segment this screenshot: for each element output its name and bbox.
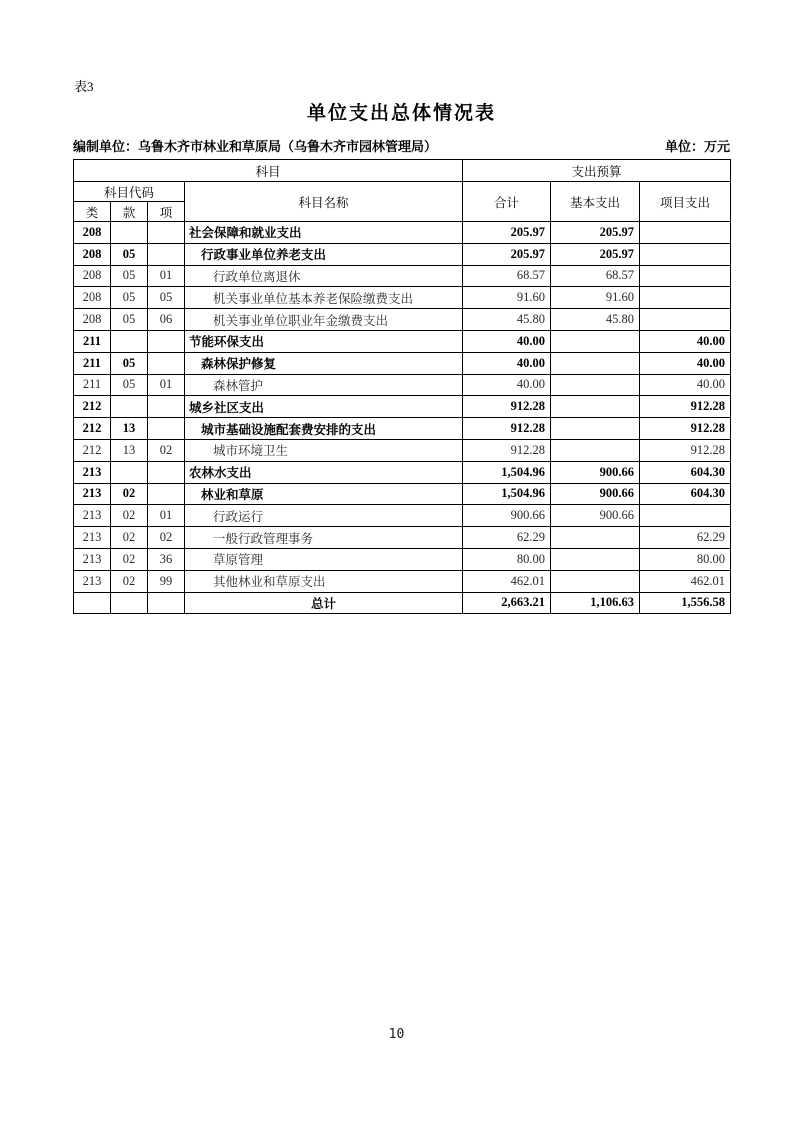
cell-name: 草原管理 (185, 548, 463, 570)
page-number: 10 (388, 1027, 405, 1042)
table-row (74, 418, 731, 440)
cell-total: 900.66 (463, 505, 551, 527)
cell-basic (551, 548, 640, 570)
cell-cls: 213 (74, 548, 111, 570)
cell-itm: 01 (148, 374, 185, 396)
header-subject: 科目 (74, 160, 463, 182)
cell-project: 604.30 (640, 483, 731, 505)
cell-basic (551, 374, 640, 396)
header-project-expenditure: 项目支出 (640, 182, 731, 222)
cell-sec: 02 (111, 527, 148, 549)
cell-project (640, 222, 731, 244)
cell-total: 40.00 (463, 330, 551, 352)
cell-project (640, 265, 731, 287)
table-row (74, 352, 731, 374)
cell-project (640, 287, 731, 309)
table-row (74, 505, 731, 527)
header-class: 类 (74, 202, 111, 222)
cell-sec: 05 (111, 265, 148, 287)
cell-basic: 205.97 (551, 222, 640, 244)
cell-name: 城市基础设施配套费安排的支出 (185, 418, 463, 440)
cell-total: 40.00 (463, 374, 551, 396)
cell-basic (551, 396, 640, 418)
cell-cls: 211 (74, 374, 111, 396)
cell-sec: 05 (111, 309, 148, 331)
cell-total: 205.97 (463, 243, 551, 265)
table-row (74, 287, 731, 309)
table-row (74, 396, 731, 418)
cell-sec: 02 (111, 505, 148, 527)
header-total: 合计 (463, 182, 551, 222)
cell-total: 205.97 (463, 222, 551, 244)
cell-project: 40.00 (640, 330, 731, 352)
cell-name: 城乡社区支出 (185, 396, 463, 418)
cell-name: 其他林业和草原支出 (185, 570, 463, 592)
cell-project (640, 505, 731, 527)
cell-cls: 212 (74, 396, 111, 418)
cell-name: 总计 (185, 592, 463, 614)
cell-name: 一般行政管理事务 (185, 527, 463, 549)
table-row (74, 374, 731, 396)
header-item: 项 (148, 202, 185, 222)
cell-name: 行政运行 (185, 505, 463, 527)
cell-cls: 213 (74, 527, 111, 549)
cell-itm: 01 (148, 505, 185, 527)
cell-sec: 05 (111, 352, 148, 374)
cell-name: 行政单位离退休 (185, 265, 463, 287)
header-row-2 (74, 182, 731, 202)
cell-basic: 91.60 (551, 287, 640, 309)
table-row (74, 309, 731, 331)
cell-cls: 208 (74, 287, 111, 309)
cell-sec (111, 461, 148, 483)
table-row (74, 222, 731, 244)
cell-total: 68.57 (463, 265, 551, 287)
cell-cls: 208 (74, 309, 111, 331)
cell-basic: 900.66 (551, 461, 640, 483)
cell-sec: 13 (111, 439, 148, 461)
cell-total: 91.60 (463, 287, 551, 309)
cell-cls: 213 (74, 483, 111, 505)
cell-name: 城市环境卫生 (185, 439, 463, 461)
cell-total: 462.01 (463, 570, 551, 592)
cell-itm: 36 (148, 548, 185, 570)
cell-cls: 208 (74, 243, 111, 265)
cell-basic: 45.80 (551, 309, 640, 331)
cell-basic (551, 570, 640, 592)
cell-sec: 05 (111, 243, 148, 265)
cell-total: 45.80 (463, 309, 551, 331)
cell-project: 912.28 (640, 439, 731, 461)
cell-sec (111, 396, 148, 418)
cell-total: 1,504.96 (463, 461, 551, 483)
table-label: 表3 (74, 79, 94, 94)
cell-itm: 06 (148, 309, 185, 331)
cell-total: 40.00 (463, 352, 551, 374)
cell-cls: 211 (74, 352, 111, 374)
cell-name: 行政事业单位养老支出 (185, 243, 463, 265)
table-row (74, 265, 731, 287)
cell-itm: 02 (148, 439, 185, 461)
table-body (74, 222, 731, 614)
cell-name: 节能环保支出 (185, 330, 463, 352)
header-budget: 支出预算 (463, 160, 731, 182)
cell-itm (148, 418, 185, 440)
cell-sec: 05 (111, 287, 148, 309)
cell-basic (551, 527, 640, 549)
cell-sec: 02 (111, 548, 148, 570)
cell-itm (148, 396, 185, 418)
cell-basic: 1,106.63 (551, 592, 640, 614)
page-title: 单位支出总体情况表 (306, 103, 496, 124)
cell-basic: 900.66 (551, 483, 640, 505)
header-subject-code: 科目代码 (74, 182, 185, 202)
header-basic-expenditure: 基本支出 (551, 182, 640, 222)
cell-name: 机关事业单位基本养老保险缴费支出 (185, 287, 463, 309)
cell-cls: 211 (74, 330, 111, 352)
cell-project: 462.01 (640, 570, 731, 592)
cell-sec (111, 222, 148, 244)
table-row (74, 483, 731, 505)
meta-row (73, 136, 730, 155)
cell-basic: 900.66 (551, 505, 640, 527)
table-row (74, 461, 731, 483)
cell-total: 2,663.21 (463, 592, 551, 614)
header-subject-name: 科目名称 (185, 182, 463, 222)
table-row (74, 570, 731, 592)
cell-project (640, 243, 731, 265)
cell-project: 40.00 (640, 374, 731, 396)
prepared-by-label: 编制单位：乌鲁木齐市林业和草原局（乌鲁木齐市园林管理局） (73, 139, 438, 154)
cell-cls: 212 (74, 439, 111, 461)
cell-sec: 02 (111, 570, 148, 592)
cell-project (640, 309, 731, 331)
cell-total: 62.29 (463, 527, 551, 549)
cell-basic (551, 418, 640, 440)
cell-cls: 213 (74, 461, 111, 483)
cell-cls: 212 (74, 418, 111, 440)
cell-name: 森林管护 (185, 374, 463, 396)
cell-project: 912.28 (640, 396, 731, 418)
cell-cls (74, 592, 111, 614)
cell-sec: 05 (111, 374, 148, 396)
cell-sec: 02 (111, 483, 148, 505)
cell-itm (148, 243, 185, 265)
cell-sec (111, 330, 148, 352)
cell-basic: 205.97 (551, 243, 640, 265)
cell-basic (551, 330, 640, 352)
table-row (74, 243, 731, 265)
cell-itm (148, 222, 185, 244)
header-section: 款 (111, 202, 148, 222)
cell-sec: 13 (111, 418, 148, 440)
cell-name: 林业和草原 (185, 483, 463, 505)
cell-itm (148, 330, 185, 352)
cell-project: 62.29 (640, 527, 731, 549)
cell-name: 农林水支出 (185, 461, 463, 483)
cell-total: 1,504.96 (463, 483, 551, 505)
cell-itm: 02 (148, 527, 185, 549)
cell-project: 912.28 (640, 418, 731, 440)
cell-total: 912.28 (463, 418, 551, 440)
cell-sec (111, 592, 148, 614)
cell-cls: 213 (74, 570, 111, 592)
cell-name: 机关事业单位职业年金缴费支出 (185, 309, 463, 331)
table-row (74, 439, 731, 461)
cell-itm: 99 (148, 570, 185, 592)
cell-cls: 208 (74, 265, 111, 287)
cell-name: 森林保护修复 (185, 352, 463, 374)
header-row-1 (74, 160, 731, 182)
cell-itm: 01 (148, 265, 185, 287)
cell-project: 604.30 (640, 461, 731, 483)
cell-name: 社会保障和就业支出 (185, 222, 463, 244)
cell-basic: 68.57 (551, 265, 640, 287)
table-row (74, 330, 731, 352)
cell-itm (148, 352, 185, 374)
cell-itm (148, 461, 185, 483)
table-row (74, 527, 731, 549)
cell-cls: 213 (74, 505, 111, 527)
cell-basic (551, 352, 640, 374)
cell-project: 80.00 (640, 548, 731, 570)
unit-note: 单位：万元 (664, 139, 730, 154)
cell-project: 40.00 (640, 352, 731, 374)
cell-project: 1,556.58 (640, 592, 731, 614)
table-row (74, 548, 731, 570)
cell-total: 912.28 (463, 439, 551, 461)
total-row (74, 592, 731, 614)
cell-itm: 05 (148, 287, 185, 309)
cell-itm (148, 592, 185, 614)
table-header (74, 160, 731, 222)
cell-total: 80.00 (463, 548, 551, 570)
cell-itm (148, 483, 185, 505)
cell-total: 912.28 (463, 396, 551, 418)
cell-cls: 208 (74, 222, 111, 244)
expenditure-table (73, 159, 731, 614)
cell-basic (551, 439, 640, 461)
